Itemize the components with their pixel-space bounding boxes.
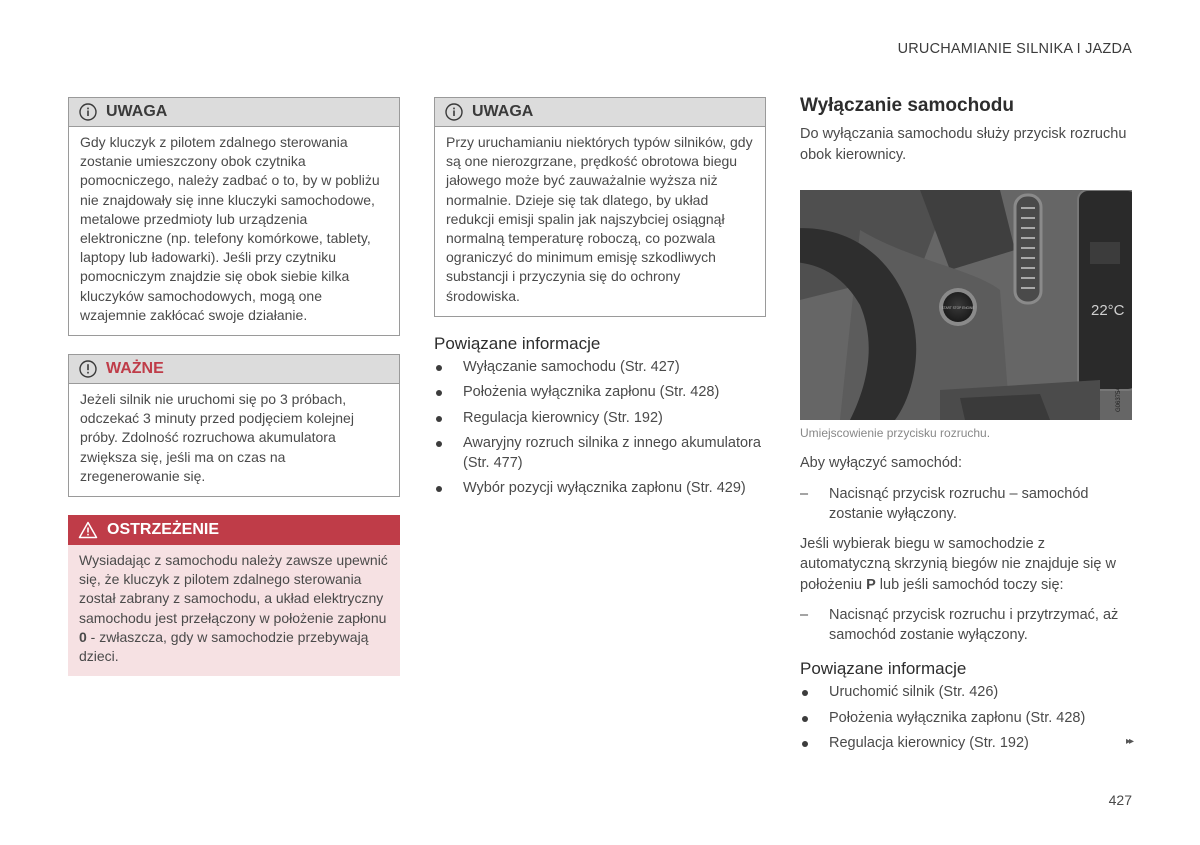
bullet-icon: [802, 690, 808, 696]
section-heading: Wyłączanie samochodu: [800, 95, 1014, 116]
warning-triangle-icon: [78, 521, 98, 539]
page-number: 427: [1108, 792, 1132, 808]
bullet-icon: [436, 390, 442, 396]
important-box: [68, 354, 400, 497]
middle-column: [434, 97, 766, 505]
info-icon: [79, 103, 97, 121]
list-item: – Nacisnąć przycisk rozruchu i przytrzymać, aż samochód zostanie wyłączony.: [800, 607, 1119, 643]
ignition-position-zero: 0: [79, 628, 87, 645]
note-box: [68, 97, 400, 336]
note-title: UWAGA: [106, 103, 168, 120]
left-column: [68, 97, 400, 694]
photo-caption: Umiejscowienie przycisku rozruchu.: [800, 426, 991, 440]
bullet-icon: [802, 741, 808, 747]
step-list-2: [800, 605, 1132, 645]
bullet-icon: [802, 716, 808, 722]
note-body: Przy uruchamianiu niektórych typów silników, gdy są one nierozgrzane, prędkość obrotowa biegu jałowego może być zauważalnie wyższa niż normalnie. Dzieje się tak dlatego, by układ redukcji emisji spalin jak najszybciej osiągnął normalną temperaturę roboczą, co pozwala ograniczyć do minimum emisję szkodliwych substancji i przyczynia się do ochrony środowiska.: [446, 134, 753, 304]
list-item[interactable]: Awaryjny rozruch silnika z innego akumulatora (Str. 477): [434, 434, 766, 473]
bullet-icon: [436, 486, 442, 492]
related-info-list: [800, 683, 1132, 754]
list-item[interactable]: Wyłączanie samochodu (Str. 427): [434, 358, 766, 378]
list-item[interactable]: Regulacja kierownicy (Str. 192): [434, 409, 766, 429]
bullet-icon: [436, 441, 442, 447]
continue-arrows-icon: ▸▸: [1125, 736, 1132, 747]
step-intro: Aby wyłączyć samochód:: [800, 455, 962, 471]
step-list-1: [800, 484, 1132, 524]
start-button-photo: [800, 190, 1132, 420]
list-item[interactable]: Położenia wyłącznika zapłonu (Str. 428): [800, 709, 1132, 729]
intro-text: Do wyłączania samochodu służy przycisk rozruchu obok kierownicy.: [800, 126, 1127, 163]
important-header: [69, 355, 399, 384]
list-item[interactable]: Uruchomić silnik (Str. 426): [800, 683, 1132, 703]
warning-title: OSTRZEŻENIE: [107, 521, 220, 539]
list-item[interactable]: Regulacja kierownicy (Str. 192): [800, 734, 1132, 754]
bullet-icon: [436, 416, 442, 422]
note-box: [434, 97, 766, 317]
note-header: [69, 98, 399, 127]
note-body: Gdy kluczyk z pilotem zdalnego sterowania zostanie umieszczony obok czytnika pomocniczego, należy zadbać o to, by w pobliżu nie znajdowały się inne kluczyki samochodowe, metalowe przedmioty lub urządzenia elektroniczne (np. telefony komórkowe, tablety, laptopy lub ładowarki). Jeśli przy czytniku pomocniczym znajdzie się obok siebie kilka kluczyków samochodowych, mogą one wzajemnie zakłócać swoje działanie.: [80, 134, 380, 323]
list-item: – Nacisnąć przycisk rozruchu – samochód zostanie wyłączony.: [800, 485, 1089, 522]
list-item[interactable]: Położenia wyłącznika zapłonu (Str. 428): [434, 383, 766, 403]
right-column: [800, 95, 1132, 760]
info-icon: [445, 103, 463, 121]
warning-box: [68, 515, 400, 676]
gear-p-label: P: [866, 576, 876, 593]
note-header: [435, 98, 765, 127]
related-info-heading: Powiązane informacje: [434, 333, 601, 353]
warning-body: Wysiadając z samochodu należy zawsze upewnić się, że kluczyk z pilotem zdalnego sterowania został zabrany z samochodu, a układ elektryczny samochodu jest przełączony w położenie zapłonu 0 - zwłaszcza, gdy w samochodzie przebywają dzieci.: [79, 552, 388, 665]
list-item[interactable]: Wybór pozycji wyłącznika zapłonu (Str. 429): [434, 479, 766, 499]
dash-marker: –: [800, 607, 809, 623]
important-body: Jeżeli silnik nie uruchomi się po 3 próbach, odczekać 3 minuty przed podjęciem kolejnej próby. Zdolność rozruchowa akumulatora zwiększa się, jeśli ma on czas na zregenerowanie się.: [80, 391, 354, 484]
image-code: G063754: [1116, 387, 1122, 412]
dashboard-illustration: [800, 190, 1132, 420]
warning-header: [68, 515, 400, 545]
dash-marker: –: [800, 485, 809, 502]
start-button-label: START STOP ENGINE: [941, 306, 975, 310]
section-title: URUCHAMIANIE SILNIKA I JAZDA: [897, 41, 1132, 57]
related-info-list: [434, 358, 766, 499]
related-info-heading: Powiązane informacje: [800, 659, 967, 678]
note-title: UWAGA: [472, 103, 534, 120]
exclamation-icon: [79, 360, 97, 378]
display-temperature: 22°C: [1091, 302, 1125, 319]
gear-condition-text: Jeśli wybierak biegu w samochodzie z automatyczną skrzynią biegów nie znajduje się w położeniu P lub jeśli samochód toczy się:: [800, 535, 1116, 593]
important-title: WAŻNE: [106, 360, 164, 378]
bullet-icon: [436, 365, 442, 371]
